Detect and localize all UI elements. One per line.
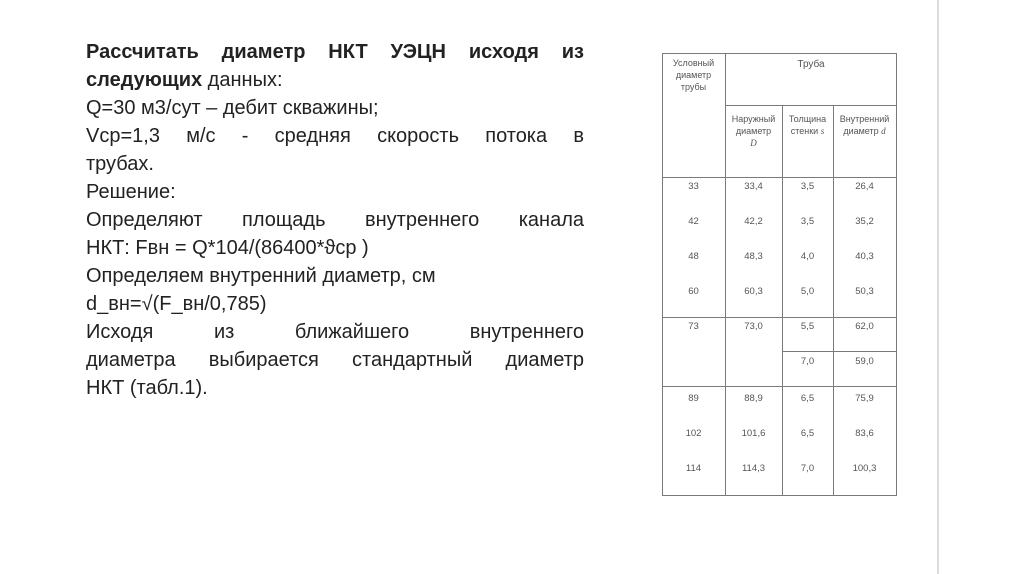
table-cell-inner: 40,3 (855, 251, 874, 262)
table-cell-outer: 88,9 (744, 393, 763, 404)
area-line-1: Определяют площадь внутреннего канала (86, 209, 584, 231)
title-line-2 (86, 66, 584, 94)
table-header-bottom-line (662, 177, 897, 178)
header-outer-line-2: диаметр (735, 126, 772, 136)
table-border-top (662, 53, 897, 54)
table-cell-wall: 5,0 (800, 286, 815, 297)
table-cell-outer: 101,6 (741, 428, 766, 439)
table-cell-nominal: 89 (688, 393, 699, 404)
table-group-line-2 (662, 386, 897, 387)
header-inner-line-1: Внутренний (839, 114, 890, 124)
pipe-dimensions-table (662, 53, 897, 496)
header-wall-thickness (782, 113, 833, 137)
table-cell-wall: 3,5 (800, 216, 815, 227)
table-cell-outer: 114,3 (741, 463, 766, 474)
table-cell-nominal: 60 (688, 286, 699, 297)
header-wall-symbol: s (820, 126, 825, 136)
choice-line-2: диаметра выбирается стандартный диаметр (86, 349, 584, 371)
flow-rate-line: Q=30 м3/сут – дебит скважины; (86, 97, 379, 119)
header-nominal-line-3: трубы (680, 82, 707, 92)
table-border-bottom (662, 495, 897, 496)
table-border-right (896, 53, 897, 496)
choice-line-1: Исходя из ближайшего внутреннего (86, 321, 584, 343)
table-cell-inner: 62,0 (855, 321, 874, 332)
table-cell-nominal: 48 (688, 251, 699, 262)
table-cell-wall: 6,5 (800, 393, 815, 404)
header-inner-diameter (833, 113, 896, 137)
header-nominal (662, 57, 725, 93)
table-cell-inner: 83,6 (855, 428, 874, 439)
choice-line-3: НКТ (табл.1). (86, 377, 208, 399)
velocity-line-1: Vср=1,3 м/с - средняя скорость потока в (86, 125, 584, 147)
table-cell-nominal: 73 (688, 321, 699, 332)
solution-heading: Решение: (86, 181, 176, 203)
table-cell-inner: 35,2 (855, 216, 874, 227)
table-cell-nominal: 114 (685, 463, 702, 474)
table-cell-wall: 7,0 (800, 356, 815, 367)
table-cell-wall: 4,0 (800, 251, 815, 262)
title-bold-word: следующих (86, 69, 203, 91)
table-cell-inner: 26,4 (855, 181, 874, 192)
table-cell-outer: 33,4 (744, 181, 763, 192)
diameter-line: Определяем внутренний диаметр, см (86, 265, 436, 287)
title-line-1: Рассчитать диаметр НКТ УЭЦН исходя из (86, 41, 584, 63)
table-subrow-line (782, 351, 897, 352)
decorative-divider (937, 0, 939, 574)
header-inner-symbol: d (881, 126, 886, 136)
header-outer-line-1: Наружный (731, 114, 776, 124)
table-cell-outer: 60,3 (744, 286, 763, 297)
header-nominal-line-2: диаметр (675, 70, 712, 80)
table-cell-inner: 100,3 (852, 463, 877, 474)
header-outer-symbol: D (750, 138, 757, 148)
table-group-line-1 (662, 317, 897, 318)
table-cell-outer: 42,2 (744, 216, 763, 227)
table-cell-inner: 75,9 (855, 393, 874, 404)
table-header-sub-line (725, 105, 897, 106)
velocity-line-2: трубах. (86, 153, 154, 175)
table-cell-nominal: 102 (685, 428, 702, 439)
table-cell-wall: 7,0 (800, 463, 815, 474)
header-pipe: Труба (797, 59, 825, 70)
table-cell-outer: 48,3 (744, 251, 763, 262)
table-cell-wall: 6,5 (800, 428, 815, 439)
table-cell-inner: 59,0 (855, 356, 874, 367)
title-rest: данных: (202, 69, 283, 91)
table-cell-inner: 50,3 (855, 286, 874, 297)
table-cell-nominal: 42 (688, 216, 699, 227)
table-cell-wall: 3,5 (800, 181, 815, 192)
table-cell-wall: 5,5 (800, 321, 815, 332)
header-wall-line-2 (782, 125, 833, 137)
table-cell-outer: 73,0 (744, 321, 763, 332)
header-nominal-line-1: Условный (672, 58, 715, 68)
header-inner-word: диаметр (843, 126, 879, 136)
header-outer-diameter (725, 113, 782, 149)
area-line-2: НКТ: Fвн = Q*104/(86400*ϑср ) (86, 237, 369, 259)
table-cell-nominal: 33 (688, 181, 699, 192)
header-wall-word: стенки (790, 126, 819, 136)
header-inner-line-2 (833, 125, 896, 137)
problem-text (86, 38, 584, 402)
header-wall-line-1: Толщина (788, 114, 827, 124)
formula-line: d_вн=√(F_вн/0,785) (86, 293, 267, 315)
